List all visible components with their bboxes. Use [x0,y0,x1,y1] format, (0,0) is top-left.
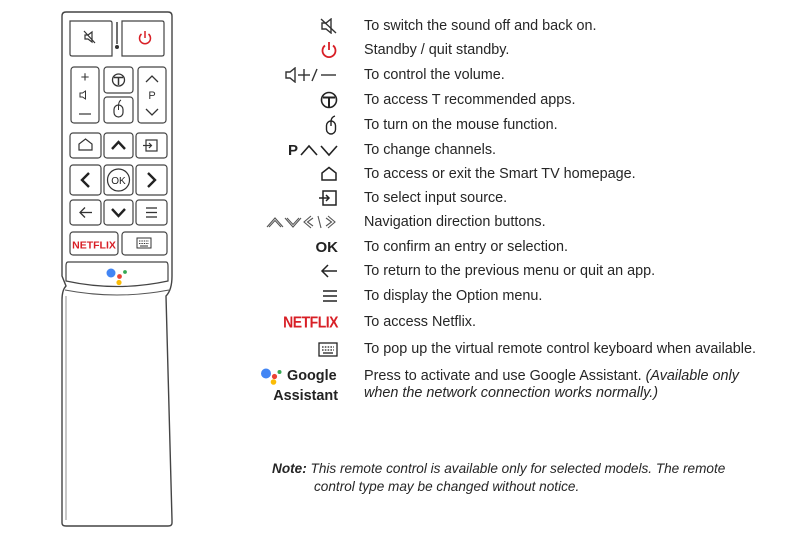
legend-text: To access or exit the Smart TV homepage. [364,166,636,182]
navigation-icon [254,212,338,232]
legend-row-t-apps [254,90,794,110]
legend-row-navigation [254,212,794,232]
assistant-note-line2: when the network connection works normally.) [364,385,659,401]
back-button[interactable] [70,200,101,225]
google-assistant-button[interactable] [66,262,168,287]
menu-button[interactable] [136,200,167,225]
legend-row-keyboard [254,339,794,359]
legend-row-netflix [254,312,794,332]
ok-button-label: OK [111,176,126,187]
home-icon [254,164,338,184]
mute-icon [254,16,338,36]
netflix-logo [254,312,338,332]
legend-text: To confirm an entry or selection. [364,239,568,255]
legend-row-menu [254,286,794,306]
note-line1: This remote control is available only for selected models. The remote [310,461,726,476]
volume-rocker[interactable] [71,67,99,123]
legend-text: To access Netflix. [364,314,476,330]
ok-symbol: OK [315,238,338,256]
right-button[interactable] [136,165,167,195]
legend-text: To select input source. [364,190,508,206]
legend-row-google-assistant [254,366,794,408]
remote-control-illustration [0,0,200,538]
google-word: Google [287,368,337,384]
netflix-button[interactable] [70,232,118,255]
legend-row-mouse [254,115,794,135]
back-icon [254,261,338,281]
volume-icon [254,65,338,85]
legend-text: To change channels. [364,142,497,158]
channel-rocker[interactable] [138,67,166,123]
legend-text: To return to the previous menu or quit an app. [364,263,656,279]
input-source-icon [254,188,338,208]
t-recommend-icon [254,90,338,110]
channel-p-symbol: P [287,141,298,159]
note-line2: control type may be changed without notice. [314,479,580,494]
power-icon [254,40,338,60]
assistant-note-inline: (Available only [645,368,739,384]
keyboard-button[interactable] [122,232,167,255]
legend-text: Standby / quit standby. [364,42,510,58]
legend-row-power [254,40,794,60]
legend-row-input [254,188,794,208]
channel-p-label: P [148,90,156,102]
menu-icon [254,286,338,306]
legend-text: To access T recommended apps. [364,92,576,108]
home-button[interactable] [70,133,101,158]
legend-row-back [254,261,794,281]
legend-text: To pop up the virtual remote control keyboard when available. [364,341,756,357]
legend-row-home [254,164,794,184]
legend-text: To switch the sound off and back on. [364,18,597,34]
footnote [272,460,792,496]
channel-icon [254,140,338,160]
legend-row-channel [254,140,794,160]
ok-icon [254,237,338,257]
keyboard-icon [254,339,338,359]
svg-text:+: + [80,69,90,86]
legend-row-volume [254,65,794,85]
assistant-description [364,366,739,386]
left-button[interactable] [70,165,101,195]
down-button[interactable] [104,200,133,225]
legend-text: To control the volume. [364,67,505,83]
input-source-button[interactable] [136,133,167,158]
legend-text: Navigation direction buttons. [364,214,546,230]
netflix-symbol: NETFLIX [283,312,338,332]
google-assistant-icon [260,367,282,385]
google-assistant-label [254,366,340,406]
legend-row-ok [254,237,794,257]
mouse-button[interactable] [104,97,133,123]
legend-text: To display the Option menu. [364,288,543,304]
ok-button[interactable] [104,165,133,195]
legend-row-mute [254,16,794,36]
mouse-icon [254,115,338,135]
up-button[interactable] [104,133,133,158]
netflix-button-label: NETFLIX [72,239,116,252]
mute-button[interactable] [70,21,112,56]
legend-text: To turn on the mouse function. [364,117,558,133]
note-label: Note: [272,461,307,476]
assistant-text: Press to activate and use Google Assistant. [364,368,642,384]
t-recommend-button[interactable] [104,67,133,93]
power-button[interactable] [122,21,164,56]
assistant-word: Assistant [273,388,338,404]
